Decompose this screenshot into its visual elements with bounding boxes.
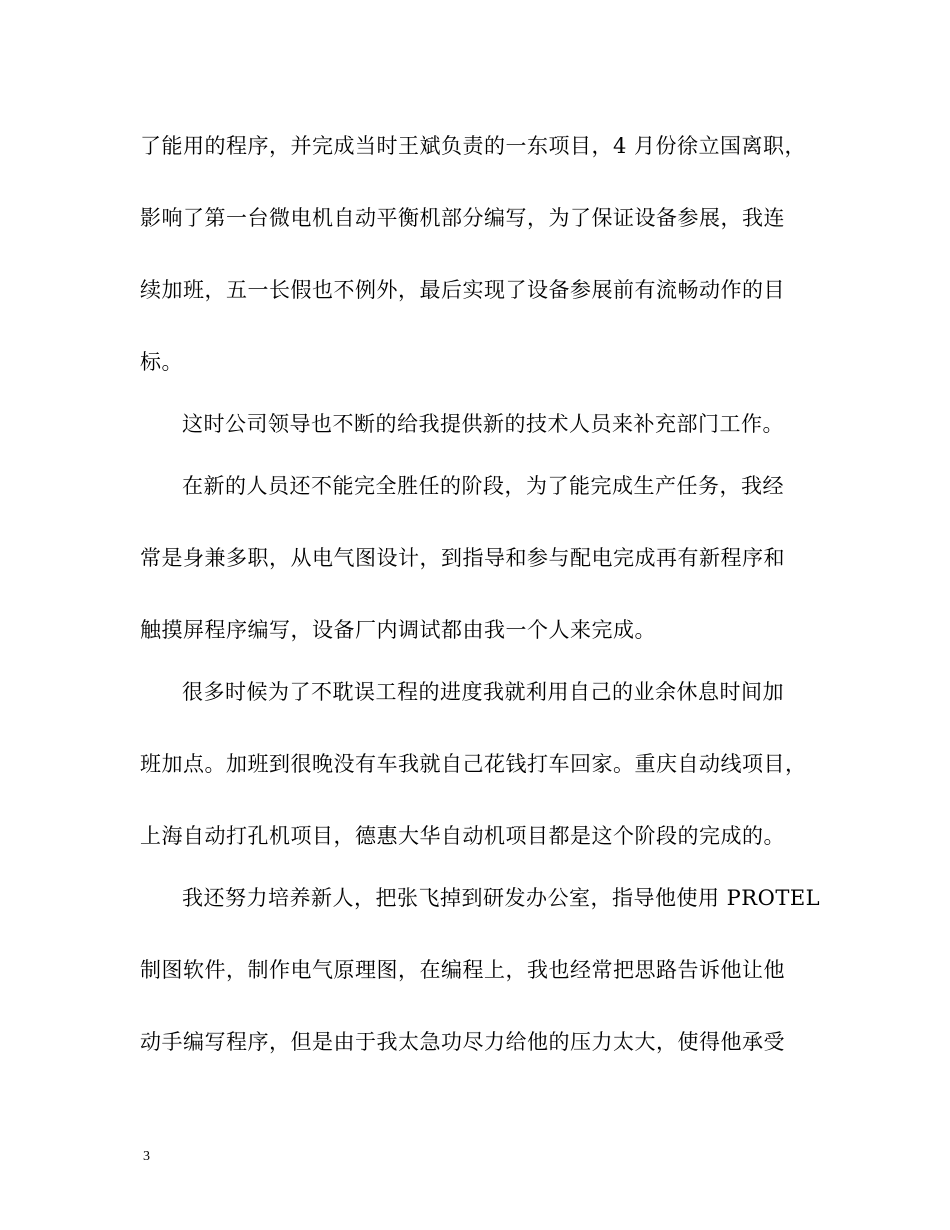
text-line: 标。 (140, 350, 183, 374)
text-line: 制图软件，制作电气原理图，在编程上，我也经常把思路告诉他让他 (140, 958, 785, 982)
text-line: 上海自动打孔机项目，德惠大华自动机项目都是这个阶段的完成的。 (140, 824, 785, 848)
text-line: 触摸屏程序编写，设备厂内调试都由我一个人来完成。 (140, 618, 656, 642)
text-line: 在新的人员还不能完全胜任的阶段，为了能完成生产任务，我经 (182, 474, 784, 498)
text-line: 我还努力培养新人，把张飞掉到研发办公室，指导他使用 PROTEL (182, 886, 821, 910)
text-line: 班加点。加班到很晚没有车我就自己花钱打车回家。重庆自动线项目， (140, 752, 807, 776)
text-line: 动手编写程序，但是由于我太急功尽力给他的压力太大，使得他承受 (140, 1030, 785, 1054)
text-line: 这时公司领导也不断的给我提供新的技术人员来补充部门工作。 (182, 412, 784, 436)
text-line: 很多时候为了不耽误工程的进度我就利用自己的业余休息时间加 (182, 680, 784, 704)
text-line: 续加班，五一长假也不例外，最后实现了设备参展前有流畅动作的目 (140, 278, 785, 302)
text-line: 了能用的程序，并完成当时王斌负责的一东项目，4 月份徐立国离职， (140, 134, 807, 158)
text-line: 影响了第一台微电机自动平衡机部分编写，为了保证设备参展，我连 (140, 206, 785, 230)
page-number: 3 (143, 1149, 150, 1164)
text-line: 常是身兼多职，从电气图设计，到指导和参与配电完成再有新程序和 (140, 546, 785, 570)
